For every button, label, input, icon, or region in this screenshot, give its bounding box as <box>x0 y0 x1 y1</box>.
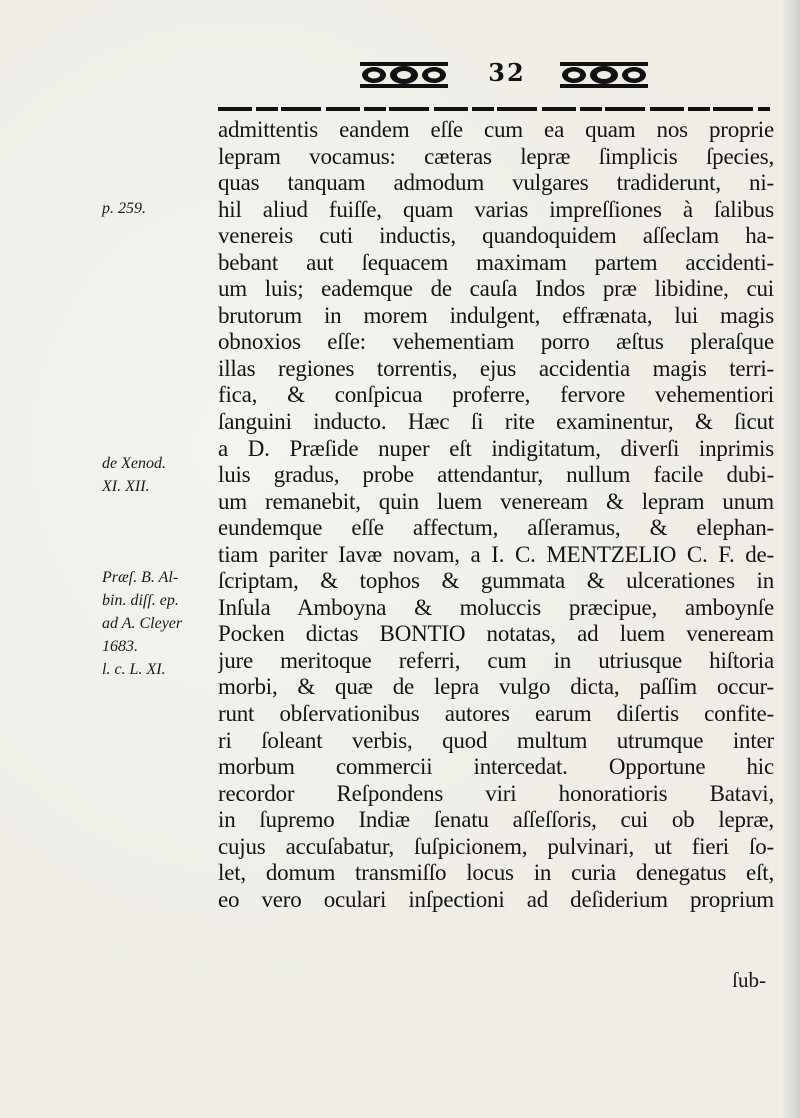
text-line: obnoxios eſſe: vehementiam porro æſtus pleraſque <box>218 329 774 355</box>
margin-note-line: de Xenod. <box>102 455 166 472</box>
margin-note-line: bin. diſſ. ep. <box>102 592 179 609</box>
text-line: hil aliud fuiſſe, quam varias impreſſiones à ſalibus <box>218 196 774 222</box>
text-line: a D. Præſide nuper eſt indigitatum, diverſi inprimis <box>218 435 774 461</box>
text-line: morbi, & quæ de lepra vulgo dicta, paſſim occur- <box>218 674 774 700</box>
catchword: ſub- <box>732 968 766 992</box>
text-line: ſanguini inducto. Hæc ſi rite examinentur, & ſicut <box>218 409 774 435</box>
page-header <box>330 54 680 94</box>
margin-note-line: ad A. Cleyer <box>102 615 183 632</box>
text-line: illas regiones torrentis, ejus accidentia magis terri- <box>218 355 774 381</box>
header-rule <box>218 106 770 112</box>
text-line: cujus accuſabatur, ſuſpicionem, pulvinari, ut fieri ſo- <box>218 833 774 859</box>
fleuron-ornament-icon <box>558 58 650 92</box>
text-line: venereis cuti inductis, quandoquidem aſſeclam ha- <box>218 223 774 249</box>
text-line: brutorum in morem indulgent, effrænata, lui magis <box>218 302 774 328</box>
text-line: eundemque eſſe affectum, aſſeramus, & elephan- <box>218 515 774 541</box>
text-line: tiam pariter Iavæ novam, a I. C. MENTZELIO C. F. de- <box>218 541 774 567</box>
text-line: ri ſoleant verbis, quod multum utrumque inter <box>218 727 774 753</box>
margin-note-line: Præſ. B. Al- <box>102 569 179 586</box>
body-text <box>218 117 774 913</box>
margin-note-2 <box>102 452 214 498</box>
text-line: admittentis eandem eſſe cum ea quam nos proprie <box>218 117 774 142</box>
margin-note-line: 1683. <box>102 638 138 655</box>
page-edge-shadow <box>782 0 800 1118</box>
text-line: quas tanquam admodum vulgares tradiderunt, ni- <box>218 170 774 196</box>
margin-note-line: XI. XII. <box>102 478 150 495</box>
text-line: in ſupremo Indiæ ſenatu aſſeſſoris, cui ob lepræ, <box>218 807 774 833</box>
page-number: 32 <box>488 58 526 87</box>
text-line: morbum commercii intercedat. Opportune hic <box>218 754 774 780</box>
margin-note-3 <box>102 566 214 681</box>
text-line: luis gradus, probe attendantur, nullum facile dubi- <box>218 462 774 488</box>
text-line: bebant aut ſequacem maximam partem accidenti- <box>218 249 774 275</box>
text-line: eo vero oculari inſpectioni ad deſiderium proprium <box>218 886 774 912</box>
text-line: let, domum transmiſſo locus in curia denegatus eſt, <box>218 860 774 886</box>
text-line: lepram vocamus: cæteras lepræ ſimplicis ſpecies, <box>218 143 774 169</box>
text-line: ſcriptam, & tophos & gummata & ulcerationes in <box>218 568 774 594</box>
margin-note-line: l. c. L. XI. <box>102 661 166 678</box>
text-line: Pocken dictas BONTIO notatas, ad luem veneream <box>218 621 774 647</box>
text-line: jure meritoque referri, cum in utriusque hiſtoria <box>218 647 774 673</box>
text-line: um luis; eademque de cauſa Indos præ libidine, cui <box>218 276 774 302</box>
text-line: um remanebit, quin luem veneream & lepram unum <box>218 488 774 514</box>
text-line: recordor Reſpondens viri honoratioris Batavi, <box>218 780 774 806</box>
text-line: fica, & conſpicua proferre, fervore vehementiori <box>218 382 774 408</box>
margin-note-line: p. 259. <box>102 200 146 217</box>
margin-note-1 <box>102 197 214 220</box>
fleuron-ornament-icon <box>358 58 450 92</box>
text-line: runt obſervationibus autores earum diſertis confite- <box>218 701 774 727</box>
text-line: Inſula Amboyna & moluccis præcipue, amboynſe <box>218 594 774 620</box>
